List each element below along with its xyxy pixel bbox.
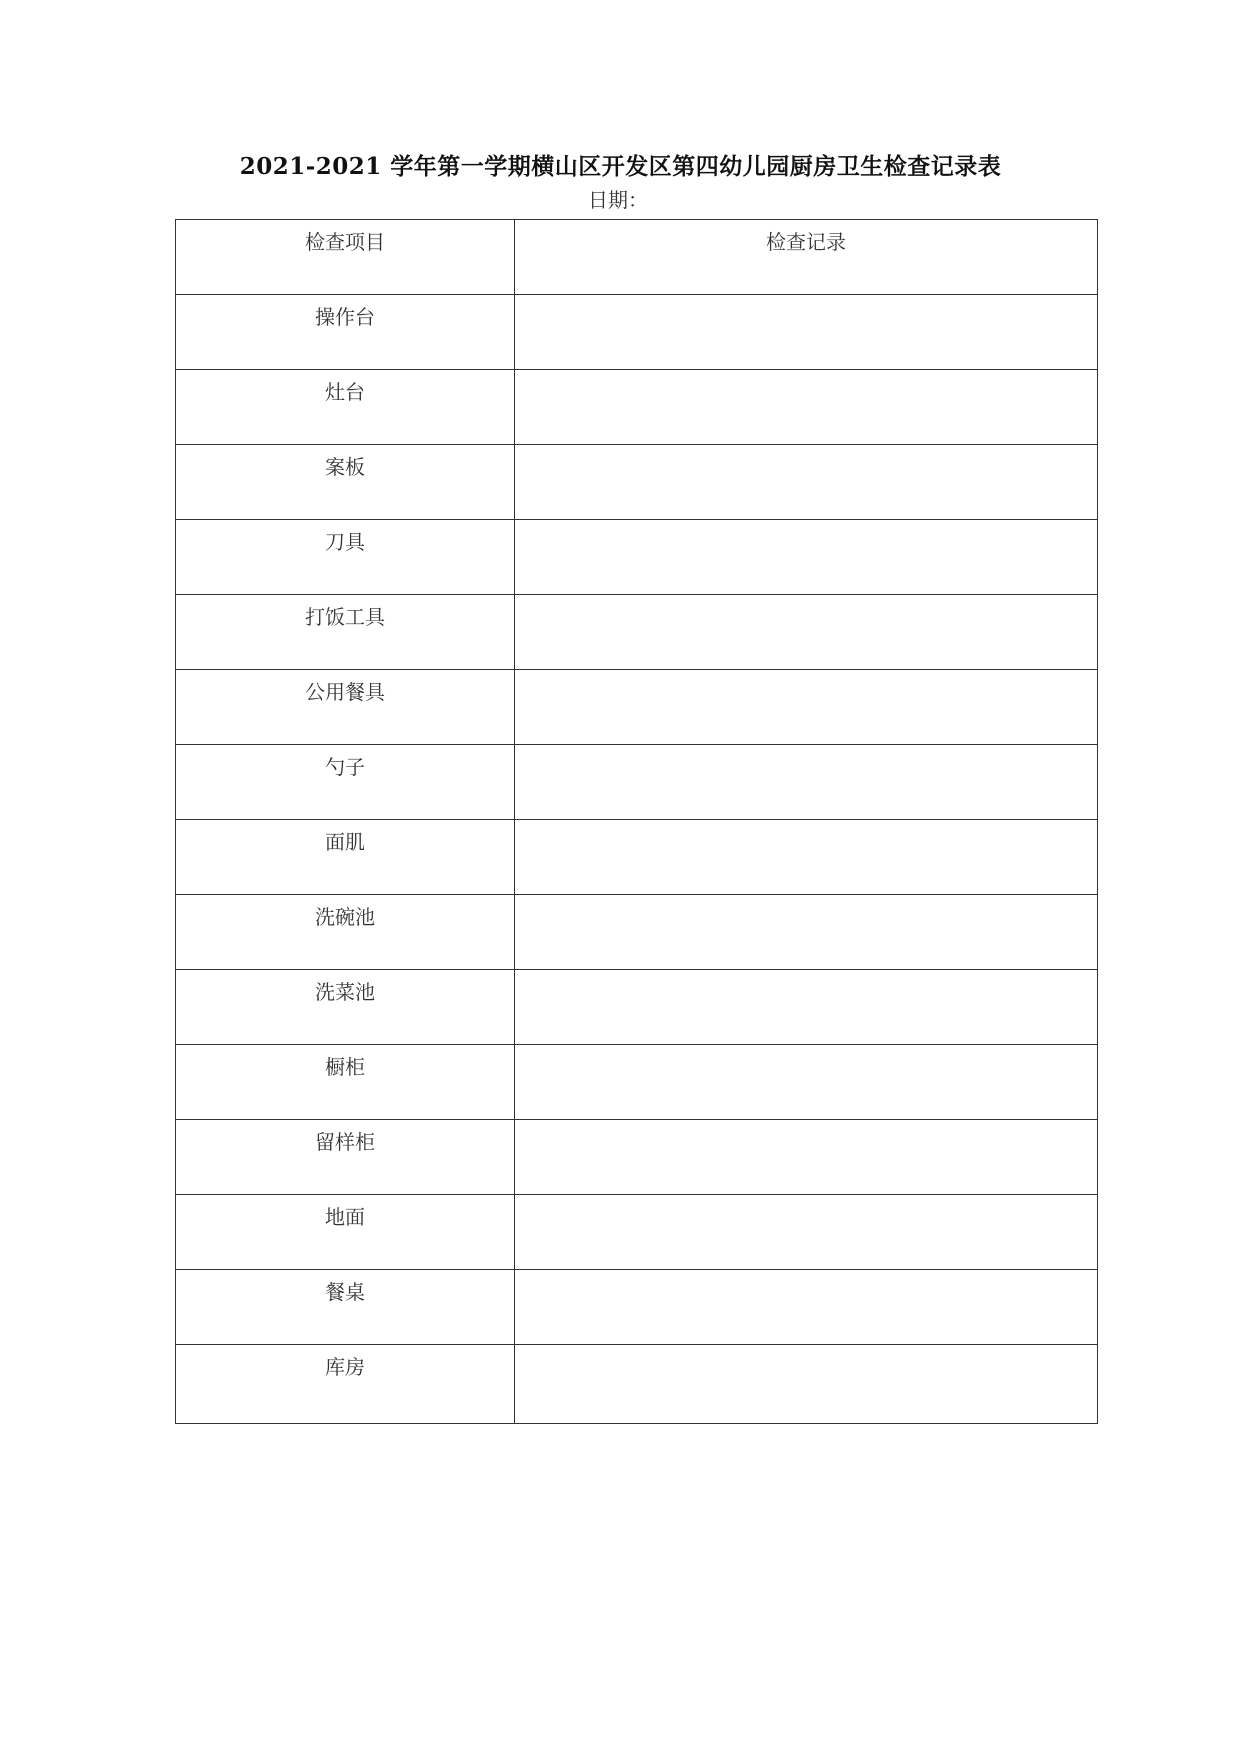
table-row: [176, 370, 1098, 445]
table-row: [176, 445, 1098, 520]
item-cell: 库房: [176, 1345, 515, 1424]
item-cell: 灶台: [176, 370, 515, 445]
table-row: [176, 1120, 1098, 1195]
record-cell[interactable]: [515, 1120, 1098, 1195]
item-cell: 橱柜: [176, 1045, 515, 1120]
item-cell: 公用餐具: [176, 670, 515, 745]
record-cell[interactable]: [515, 1195, 1098, 1270]
column-header-record: 检查记录: [515, 220, 1098, 295]
table-row: [176, 895, 1098, 970]
record-cell[interactable]: [515, 1270, 1098, 1345]
table-row: [176, 1270, 1098, 1345]
item-cell: 留样柜: [176, 1120, 515, 1195]
column-header-item: 检查项目: [176, 220, 515, 295]
table-row: [176, 595, 1098, 670]
record-cell[interactable]: [515, 370, 1098, 445]
table-header-row: [176, 220, 1098, 295]
table-row: [176, 670, 1098, 745]
item-cell: 洗碗池: [176, 895, 515, 970]
record-cell[interactable]: [515, 595, 1098, 670]
record-cell[interactable]: [515, 445, 1098, 520]
item-cell: 操作台: [176, 295, 515, 370]
record-cell[interactable]: [515, 895, 1098, 970]
page-title: 2021-2021 学年第一学期横山区开发区第四幼儿园厨房卫生检查记录表: [239, 153, 1002, 180]
inspection-table: [175, 219, 1098, 1424]
table-row: [176, 295, 1098, 370]
item-cell: 打饭工具: [176, 595, 515, 670]
item-cell: 勺子: [176, 745, 515, 820]
record-cell[interactable]: [515, 1345, 1098, 1424]
table-row: [176, 1045, 1098, 1120]
item-cell: 刀具: [176, 520, 515, 595]
table-row: [176, 970, 1098, 1045]
date-label: 日期：: [588, 188, 648, 212]
table-row: [176, 1345, 1098, 1424]
table-row: [176, 820, 1098, 895]
table-row: [176, 520, 1098, 595]
record-cell[interactable]: [515, 820, 1098, 895]
record-cell[interactable]: [515, 970, 1098, 1045]
record-cell[interactable]: [515, 1045, 1098, 1120]
item-cell: 案板: [176, 445, 515, 520]
record-cell[interactable]: [515, 520, 1098, 595]
item-cell: 面肌: [176, 820, 515, 895]
record-cell[interactable]: [515, 670, 1098, 745]
item-cell: 洗菜池: [176, 970, 515, 1045]
item-cell: 地面: [176, 1195, 515, 1270]
table-row: [176, 745, 1098, 820]
item-cell: 餐桌: [176, 1270, 515, 1345]
record-cell[interactable]: [515, 745, 1098, 820]
record-cell[interactable]: [515, 295, 1098, 370]
table-row: [176, 1195, 1098, 1270]
